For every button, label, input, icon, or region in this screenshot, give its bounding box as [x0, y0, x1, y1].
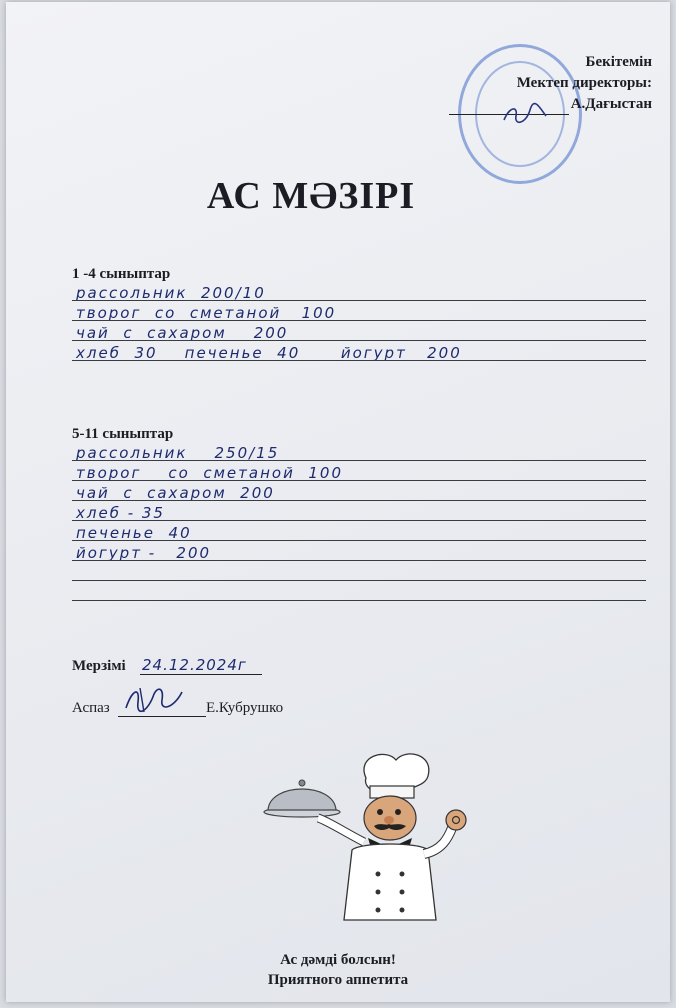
- cook-signature: [120, 682, 190, 716]
- cook-label: Аспаз: [72, 700, 110, 716]
- group2-line-3: чай с сахаром 200: [76, 484, 275, 502]
- group2-line-4: хлеб - 35: [76, 504, 165, 522]
- group1-rule-4: [72, 360, 646, 361]
- date-underline: [140, 674, 262, 675]
- group2-line-2: творог со сметаной 100: [76, 464, 343, 482]
- director-name: А.Дағыстан: [570, 96, 652, 112]
- approval-title: Бекітемін: [585, 54, 652, 70]
- cook-name: Е.Кубрушко: [206, 700, 284, 716]
- group1-rule-3: [72, 340, 646, 341]
- group2-label: 5-11 сыныптар: [72, 426, 174, 442]
- page-title: АС МӘЗІРІ: [206, 175, 416, 217]
- footer-line-1: Ас дәмді болсын!: [280, 952, 396, 968]
- group1-line-2: творог со сметаной 100: [76, 304, 337, 322]
- group1-line-3: чай с сахаром 200: [76, 324, 289, 342]
- date-value: 24.12.2024г: [142, 656, 247, 674]
- group1-rule-1: [72, 300, 646, 301]
- date-field: [72, 658, 126, 675]
- group1-line-1: рассольник 200/10: [76, 284, 266, 302]
- group2-rule-2: [72, 480, 646, 481]
- group1-line-4: хлеб 30 печенье 40 йогурт 200: [76, 344, 462, 362]
- group2-rule-6: [72, 560, 646, 561]
- chef-illustration: [256, 750, 476, 930]
- cook-underline: [118, 716, 206, 717]
- group2-line-1: рассольник 250/15: [76, 444, 280, 462]
- group2-rule-4: [72, 520, 646, 521]
- footer-line-2: Приятного аппетита: [267, 972, 409, 988]
- group2-line-6: йогурт - 200: [76, 544, 212, 562]
- director-signature: [500, 102, 550, 126]
- group1-rule-2: [72, 320, 646, 321]
- date-label: Мерзімі: [72, 658, 126, 674]
- group1-label: 1 -4 сыныптар: [72, 266, 171, 282]
- group2-rule-5: [72, 540, 646, 541]
- group2-rule-7: [72, 580, 646, 581]
- group2-rule-8: [72, 600, 646, 601]
- group2-line-5: печенье 40: [76, 524, 192, 542]
- group2-rule-1: [72, 460, 646, 461]
- menu-sheet: [6, 2, 670, 1002]
- approval-position: Мектеп директоры:: [516, 75, 652, 91]
- group2-rule-3: [72, 500, 646, 501]
